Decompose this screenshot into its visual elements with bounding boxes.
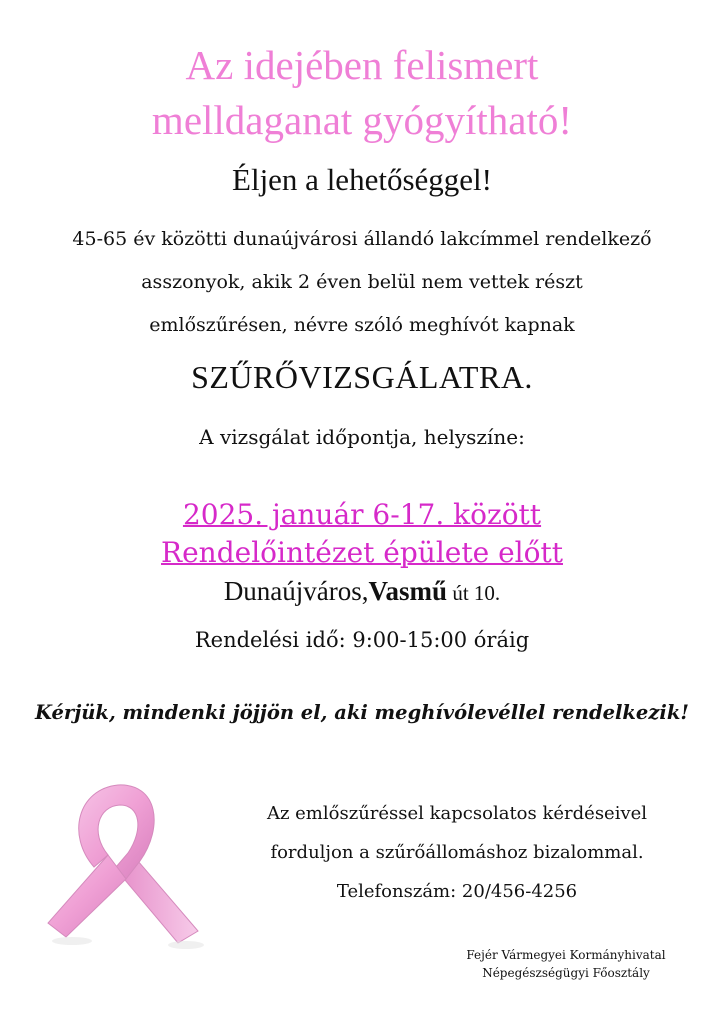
event-location: Rendelőintézet épülete előtt [161, 536, 563, 569]
office-hours: Rendelési idő: 9:00-15:00 óráig [194, 628, 530, 652]
headline-line-2: melldaganat gyógyítható! [151, 97, 573, 143]
event-address [0, 575, 724, 609]
contact-phone: Telefonszám: 20/456-4256 [336, 881, 578, 902]
call-to-action: SZŰRŐVIZSGÁLATRA. [191, 359, 533, 395]
address-city: Dunaújváros, [223, 576, 369, 606]
event-date: 2025. január 6-17. között [182, 498, 542, 531]
contact-line-2: forduljon a szűrőállomáshoz bizalommal. [270, 842, 644, 863]
intro-line-2: asszonyok, akik 2 éven belül nem vettek részt [141, 271, 583, 293]
headline-line-1: Az idejében felismert [185, 42, 539, 88]
issuer-line-1: Fejér Vármegyei Kormányhivatal [466, 948, 666, 962]
address-street-name: Vasmű [368, 576, 448, 606]
subheadline: Éljen a lehetőséggel! [232, 162, 492, 197]
issuer-line-2: Népegészségügyi Főosztály [482, 966, 650, 980]
intro-line-3: emlőszűrésen, névre szóló meghívót kapnak [149, 314, 575, 336]
schedule-label: A vizsgálat időpontja, helyszíne: [199, 425, 525, 449]
contact-line-1: Az emlőszűréssel kapcsolatos kérdéseivel [266, 803, 648, 824]
intro-line-1: 45-65 év közötti dunaújvárosi állandó lakcímmel rendelkező [72, 228, 652, 250]
address-street-rest: út 10. [447, 581, 501, 605]
pink-ribbon-icon [36, 775, 206, 955]
invitation-notice: Kérjük, mindenki jöjjön el, aki meghívólevéllel rendelkezik! [35, 701, 689, 724]
